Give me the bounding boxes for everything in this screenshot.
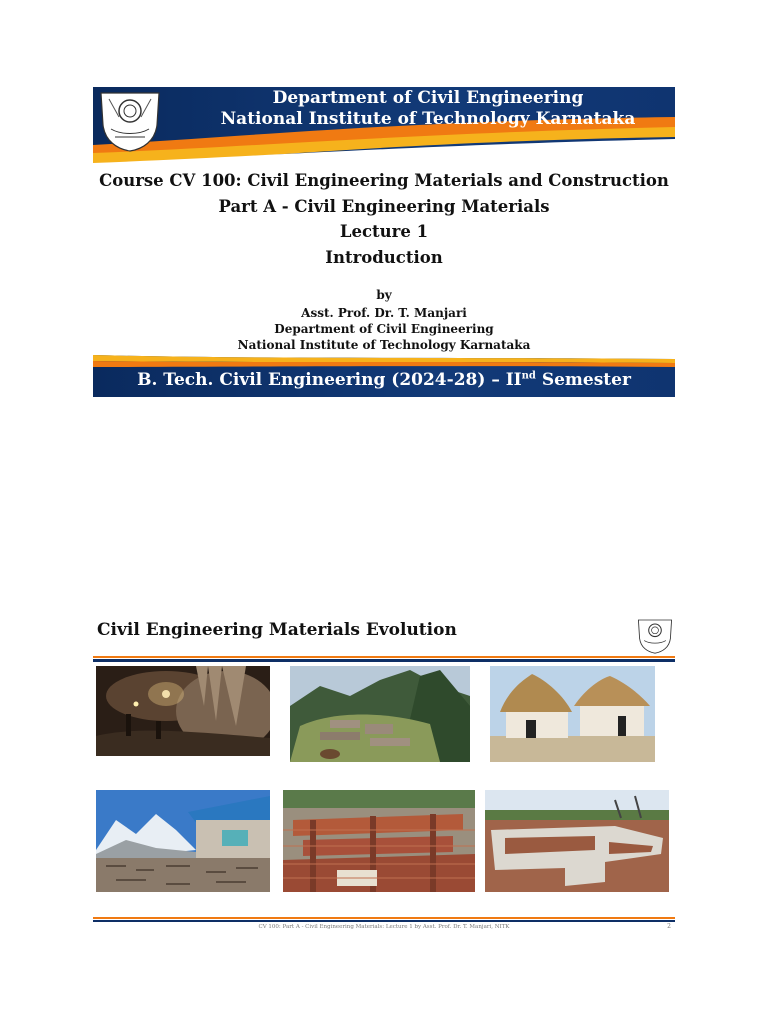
content-slide (93, 612, 675, 937)
footer-rule-blue (93, 920, 675, 922)
semester-label (93, 370, 675, 390)
header-line-2: National Institute of Technology Karnataka (220, 109, 636, 129)
mountain-house-photo (96, 790, 270, 892)
footer-text: CV 100: Part A - Civil Engineering Materials: Lecture 1 by Asst. Prof. Dr. T. Manjari, NITK (258, 924, 510, 930)
concrete-foundation-photo (485, 790, 669, 892)
institute-logo (95, 89, 163, 151)
author-department: Department of Civil Engineering (274, 322, 494, 336)
title-rule-orange (93, 656, 675, 658)
semester-sup: nd (521, 370, 536, 382)
page-number: 2 (667, 923, 671, 930)
semester-main: B. Tech. Civil Engineering (2024-28) – II (137, 370, 522, 390)
title-slide (93, 87, 675, 397)
title-rule-blue (93, 659, 675, 662)
header-banner (93, 87, 675, 173)
institute-logo-small (635, 616, 675, 656)
author-name: Asst. Prof. Dr. T. Manjari (301, 306, 467, 320)
lecture-topic: Introduction (325, 248, 443, 267)
cave-photo (96, 666, 270, 756)
course-title: Course CV 100: Civil Engineering Materials and Construction (99, 171, 669, 190)
author-institute: National Institute of Technology Karnataka (237, 338, 531, 352)
footer-banner (93, 353, 675, 397)
by-label: by (376, 288, 392, 302)
header-line-1: Department of Civil Engineering (272, 88, 584, 108)
machu-picchu-photo (290, 666, 470, 762)
part-title: Part A - Civil Engineering Materials (218, 197, 550, 216)
slide-title: Civil Engineering Materials Evolution (97, 620, 457, 640)
brick-construction-photo (283, 790, 475, 892)
footer-rule-orange (93, 917, 675, 919)
thatched-huts-photo (490, 666, 655, 762)
lecture-number: Lecture 1 (339, 222, 429, 241)
semester-end: Semester (535, 370, 631, 390)
